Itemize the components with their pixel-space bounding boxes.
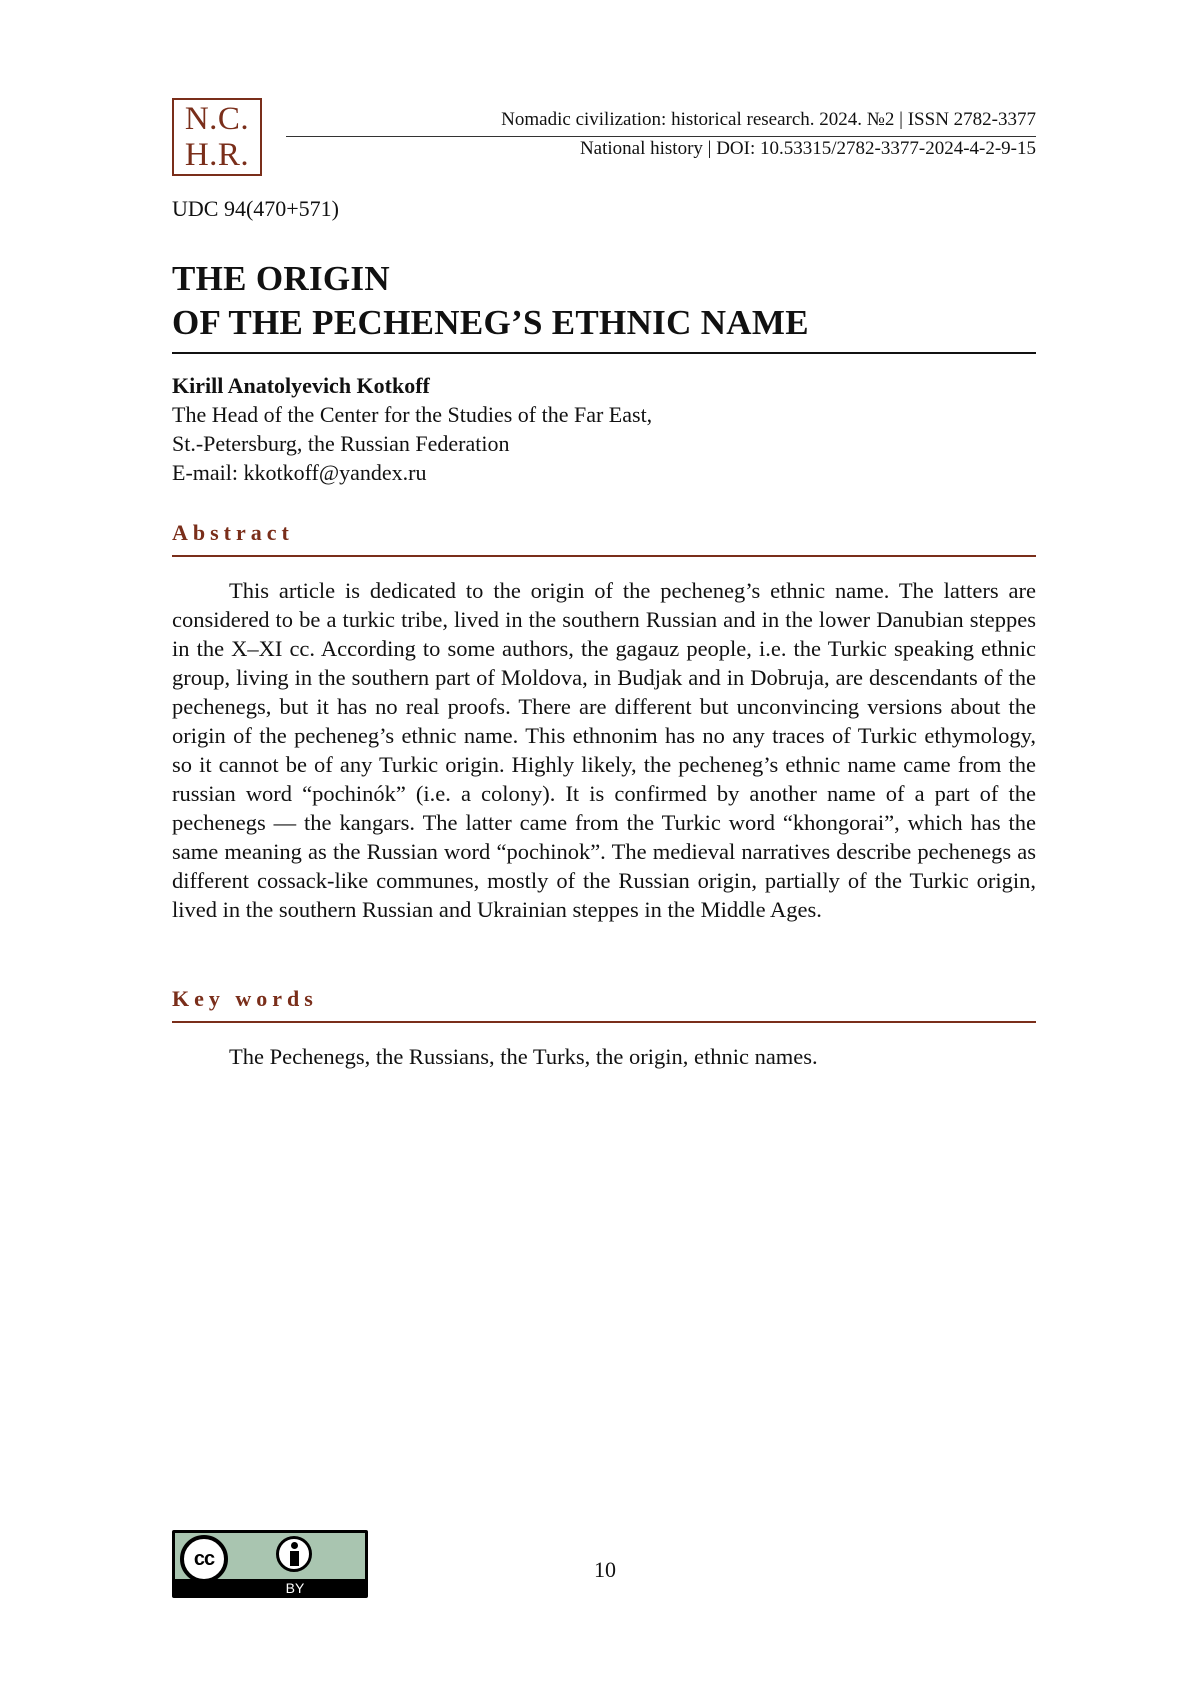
author-name: Kirill Anatolyevich Kotkoff — [172, 373, 430, 398]
abstract-text: This article is dedicated to the origin of the pecheneg’s ethnic name. The latters are considered to be a turkic tribe, lived in the southern Russian and in the lower Danubian steppes in the X–XI cc. According to some authors, the gagauz people, i.e. the Turkic speaking ethnic group, living in the southern part of Moldova, in Budjak and in Dobruja, are descendants of the pechenegs, but it has no real proofs. There are different but unconvincing versions about the origin of the pecheneg’s ethnic name. This ethnonim has no any traces of Turkic ethymology, so it cannot be of any Turkic origin. Highly likely, the pecheneg’s ethnic name came from the russian word “pochinók” (i.e. a colony). It is confirmed by another name of a part of the pechenegs — the kangars. The latter came from the Turkic word “khongorai”, which has the same meaning as the Russian word “pochinok”. The medieval narratives describe pechenegs as different cossack-like communes, mostly of the Russian origin, partially of the Turkic origin, lived in the southern Russian and Ukrainian steppes in the Middle Ages. — [172, 578, 1036, 922]
author-position: The Head of the Center for the Studies of the Far East, — [172, 402, 653, 427]
title-line-1: THE ORIGIN — [172, 259, 390, 298]
abstract-divider — [172, 555, 1036, 557]
keywords-text: The Pechenegs, the Russians, the Turks, the origin, ethnic names. — [229, 1044, 818, 1069]
header-divider — [286, 136, 1036, 137]
cc-by-license-badge[interactable] — [172, 1530, 368, 1598]
logo-line-2: H.R. — [184, 137, 250, 173]
journal-logo — [172, 98, 262, 176]
cc-icon: cc — [180, 1535, 228, 1583]
logo-line-1: N.C. — [184, 101, 250, 137]
title-line-2: OF THE PECHENEG’S ETHNIC NAME — [172, 303, 809, 342]
author-email: E-mail: kkotkoff@yandex.ru — [172, 460, 427, 485]
keywords-divider — [172, 1021, 1036, 1023]
author-location: St.-Petersburg, the Russian Federation — [172, 431, 510, 456]
attribution-person-icon — [276, 1536, 312, 1572]
title-divider — [172, 352, 1036, 354]
author-block — [172, 371, 652, 487]
person-body-shape — [290, 1551, 299, 1566]
page-number: 10 — [594, 1557, 616, 1582]
udc-code: UDC 94(470+571) — [172, 196, 340, 221]
article-title — [172, 257, 1036, 345]
by-label: BY — [285, 1580, 305, 1596]
abstract-heading: Abstract — [172, 520, 294, 545]
keywords-heading: Key words — [172, 986, 318, 1011]
section-doi: National history | DOI: 10.53315/2782-3377-2024-4-2-9-15 — [579, 138, 1036, 159]
person-head-shape — [291, 1542, 298, 1549]
journal-info: Nomadic civilization: historical research. 2024. №2 | ISSN 2782-3377 — [501, 109, 1036, 130]
